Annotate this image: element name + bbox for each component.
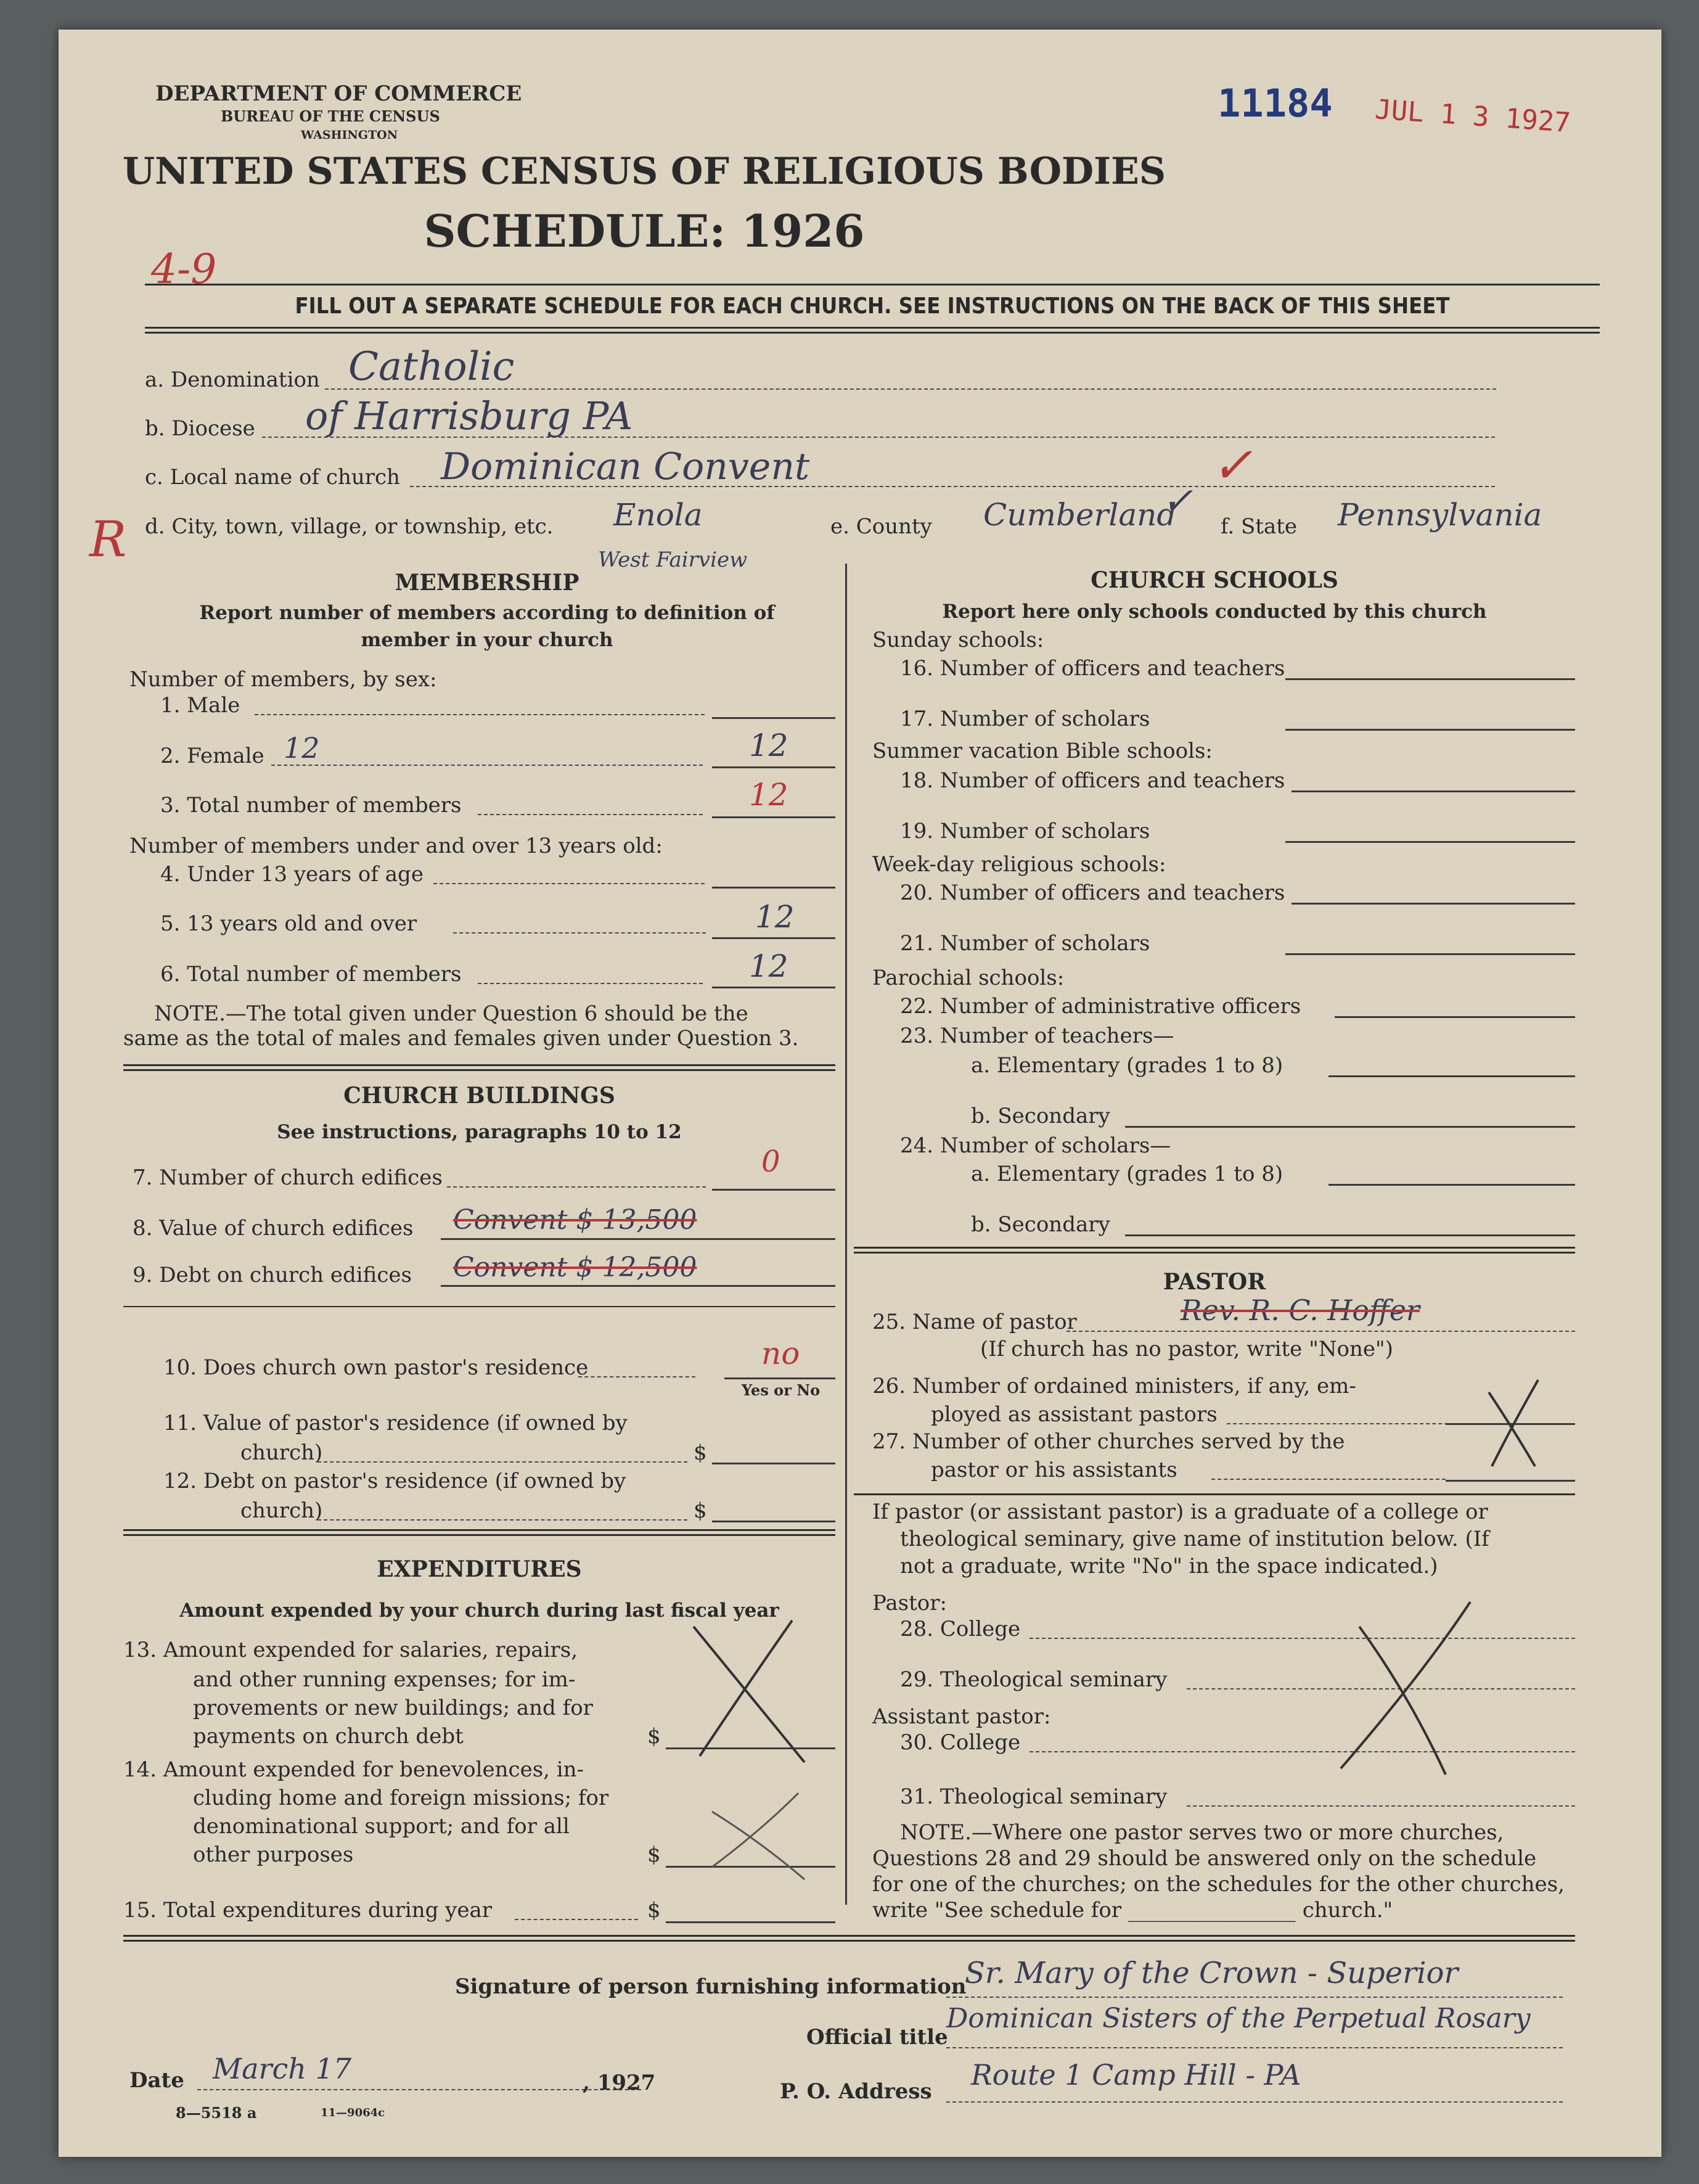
q26-line-2: ployed as assistant pastors [931, 1402, 1218, 1427]
county-value[interactable]: Cumberland [983, 497, 1177, 533]
q13-line-4: payments on church debt [193, 1724, 464, 1749]
official-title-value[interactable]: Dominican Sisters of the Perpetual Rosary [946, 2003, 1531, 2034]
q10-residence: 10. Does church own pastor's residence [163, 1355, 589, 1380]
q11-label-2: church) [240, 1440, 323, 1465]
grad-note-3: not a graduate, write "No" in the space indicated.) [900, 1554, 1438, 1578]
q2-female: 2. Female [160, 744, 264, 768]
q20: 20. Number of officers and teachers [900, 881, 1285, 905]
q27-blank[interactable] [1446, 1480, 1575, 1482]
bureau-name: BUREAU OF THE CENSUS [221, 107, 440, 125]
official-title-label: Official title [806, 2025, 948, 2050]
q30-college: 30. College [900, 1730, 1021, 1755]
q24b-blank[interactable] [1125, 1234, 1575, 1236]
parochial-label: Parochial schools: [872, 966, 1065, 990]
q12-blank[interactable] [712, 1521, 835, 1522]
pastor-title: PASTOR [1163, 1269, 1266, 1295]
file-mark: 4-9 [151, 245, 217, 293]
q21: 21. Number of scholars [900, 931, 1150, 956]
form-number: 8—5518 a [176, 2104, 257, 2122]
check-mark-local: ✓ [1211, 437, 1253, 494]
county-label: e. County [830, 514, 932, 539]
q14-line-4: other purposes [193, 1842, 354, 1867]
schools-title: CHURCH SCHOOLS [1091, 567, 1338, 593]
q12-dollar: $ [694, 1498, 707, 1523]
q7-edifices: 7. Number of church edifices [133, 1165, 443, 1190]
local-name-value[interactable]: Dominican Convent [441, 445, 810, 488]
q7-value[interactable]: 0 [761, 1144, 780, 1179]
sunday-label: Sunday schools: [872, 628, 1044, 652]
q5-dots [453, 932, 706, 934]
grad-note-2: theological seminary, give name of institution below. (If [900, 1527, 1489, 1551]
q10-blank[interactable] [724, 1377, 835, 1379]
q19-blank[interactable] [1285, 841, 1575, 843]
q15-blank[interactable] [666, 1921, 835, 1923]
pastor-rule [854, 1493, 1575, 1495]
q28-dots [1030, 1638, 1575, 1639]
q25-value[interactable]: Rev. R. C. Hoffer [1181, 1294, 1420, 1327]
q5-value[interactable]: 12 [755, 899, 795, 935]
schedule-year: SCHEDULE: 1926 [424, 205, 865, 257]
print-number: 11—9064c [321, 2106, 385, 2119]
q23a-blank[interactable] [1328, 1075, 1575, 1077]
city-value[interactable]: Enola [613, 497, 703, 533]
assistant-label: Assistant pastor: [872, 1704, 1051, 1729]
census-schedule-form [59, 30, 1661, 2157]
q13-dollar: $ [647, 1724, 661, 1749]
q1-dots [255, 714, 705, 715]
membership-title: MEMBERSHIP [395, 570, 579, 596]
q27-line-2: pastor or his assistants [931, 1458, 1177, 1482]
q1-blank[interactable] [712, 717, 835, 719]
q9-value[interactable]: Convent $ 12,500 [453, 1252, 697, 1283]
q3-total: 3. Total number of members [160, 793, 462, 818]
q28-college: 28. College [900, 1617, 1021, 1641]
q11-dots [317, 1461, 687, 1463]
q2-blank[interactable] [712, 766, 835, 768]
q31-dots [1187, 1805, 1575, 1807]
q27-line-1: 27. Number of other churches served by the [872, 1429, 1345, 1454]
pastor-note-3: for one of the churches; on the schedules for the other churches, [872, 1872, 1565, 1897]
q14-line-2: cluding home and foreign missions; for [193, 1786, 609, 1810]
q2-inline-value: 12 [284, 731, 320, 765]
date-line [197, 2089, 641, 2090]
schools-sub: Report here only schools conducted by this church [942, 601, 1487, 623]
check-mark-county: ✓ [1162, 480, 1193, 523]
denomination-value[interactable]: Catholic [348, 344, 515, 390]
q13-line-3: provements or new buildings; and for [193, 1696, 593, 1720]
grad-note-1: If pastor (or assistant pastor) is a graduate of a college or [872, 1500, 1488, 1524]
q2-value[interactable]: 12 [749, 728, 788, 763]
form-title: UNITED STATES CENSUS OF RELIGIOUS BODIES [122, 150, 1166, 193]
q24: 24. Number of scholars— [900, 1133, 1171, 1158]
expenditures-cross-out [675, 1608, 841, 1904]
q9-blank[interactable] [441, 1285, 835, 1287]
q23: 23. Number of teachers— [900, 1024, 1174, 1048]
q11-dollar: $ [694, 1440, 707, 1465]
by-sex-label: Number of members, by sex: [129, 667, 437, 692]
q6-value[interactable]: 12 [749, 948, 788, 984]
yes-no-hint: Yes or No [742, 1381, 821, 1399]
q2-dots [271, 765, 703, 766]
received-date-stamp: JUL 1 3 1927 [1374, 93, 1572, 139]
summer-label: Summer vacation Bible schools: [872, 739, 1213, 763]
signature-label: Signature of person furnishing information [455, 1974, 967, 1999]
q22-blank[interactable] [1335, 1016, 1575, 1018]
q30-dots [1030, 1751, 1575, 1752]
dept-name: DEPARTMENT OF COMMERCE [155, 81, 522, 106]
buildings-rule [123, 1529, 835, 1536]
official-title-line [946, 2047, 1563, 2048]
q25-name: 25. Name of pastor [872, 1310, 1077, 1334]
membership-rule [123, 1064, 835, 1071]
q6-dots [478, 983, 703, 984]
denomination-label: a. Denomination [145, 367, 320, 392]
q19: 19. Number of scholars [900, 819, 1150, 844]
pastor-cross-out [1476, 1374, 1550, 1479]
q15-total: 15. Total expenditures during year [123, 1898, 493, 1923]
date-label: Date [129, 2068, 184, 2093]
q8-value[interactable]: Convent $ 13,500 [453, 1204, 697, 1236]
expenditures-title: EXPENDITURES [377, 1556, 582, 1582]
q5-blank[interactable] [712, 937, 835, 939]
footer-rule [123, 1935, 1575, 1942]
buildings-sub: See instructions, paragraphs 10 to 12 [277, 1121, 682, 1143]
expenditures-sub: Amount expended by your church during last fiscal year [179, 1599, 779, 1622]
q7-blank[interactable] [712, 1189, 835, 1191]
q23b: b. Secondary [971, 1104, 1110, 1128]
buildings-title: CHURCH BUILDINGS [343, 1083, 615, 1109]
q24a: a. Elementary (grades 1 to 8) [971, 1162, 1283, 1186]
q15-dots [515, 1919, 638, 1920]
q3-value[interactable]: 12 [749, 777, 788, 813]
q26-line-1: 26. Number of ordained ministers, if any, em- [872, 1374, 1356, 1398]
q1-male: 1. Male [160, 693, 240, 718]
signature-line [946, 1997, 1563, 1998]
date-year: , 1927 [583, 2071, 656, 2095]
q14-line-3: denominational support; and for all [193, 1814, 570, 1839]
q16: 16. Number of officers and teachers [900, 656, 1285, 681]
q6-total: 6. Total number of members [160, 962, 462, 987]
q18: 18. Number of officers and teachers [900, 768, 1285, 793]
q24a-blank[interactable] [1328, 1184, 1575, 1186]
header-rule [145, 284, 1600, 285]
q3-blank[interactable] [712, 816, 835, 818]
city-note: West Fairview [598, 548, 748, 572]
q25-dots [1066, 1331, 1575, 1332]
pastor-note-4: write "See schedule for ________________ church." [872, 1898, 1393, 1923]
state-label: f. State [1221, 514, 1297, 539]
q31-seminary: 31. Theological seminary [900, 1784, 1168, 1809]
q10-value[interactable]: no [761, 1336, 800, 1371]
q24b: b. Secondary [971, 1212, 1110, 1237]
q12-dots [317, 1519, 687, 1521]
q22: 22. Number of administrative officers [900, 994, 1301, 1019]
q18-blank[interactable] [1292, 790, 1575, 792]
q17: 17. Number of scholars [900, 707, 1150, 731]
q11-blank[interactable] [712, 1463, 835, 1464]
pastor-label: Pastor: [872, 1591, 947, 1615]
membership-intro-1: Report number of members according to definition of [199, 602, 775, 624]
r-mark: R [89, 511, 127, 568]
membership-note-2: same as the total of males and females given under Question 3. [123, 1026, 799, 1051]
q6-blank[interactable] [712, 987, 835, 988]
date-value[interactable]: March 17 [213, 2052, 352, 2085]
q23a: a. Elementary (grades 1 to 8) [971, 1053, 1283, 1078]
q23b-blank[interactable] [1125, 1126, 1575, 1128]
diocese-value[interactable]: of Harrisburg PA [305, 393, 633, 438]
q12-label-1: 12. Debt on pastor's residence (if owned by [163, 1469, 626, 1493]
q16-blank[interactable] [1285, 678, 1575, 680]
q15-dollar: $ [647, 1898, 661, 1923]
schools-rule [854, 1247, 1575, 1254]
instruction-banner: FILL OUT A SEPARATE SCHEDULE FOR EACH CHURCH. SEE INSTRUCTIONS ON THE BACK OF THIS SHEET [295, 294, 1450, 319]
header-double-rule [145, 327, 1600, 334]
q3-dots [478, 814, 703, 815]
local-name-label: c. Local name of church [145, 465, 400, 490]
q13-line-2: and other running expenses; for im- [193, 1667, 576, 1692]
pastor-note-1: NOTE.—Where one pastor serves two or more churches, [900, 1820, 1504, 1845]
membership-note-1: NOTE.—The total given under Question 6 should be the [154, 1001, 748, 1026]
q9-debt-edifices: 9. Debt on church edifices [133, 1263, 412, 1287]
q8-value-edifices: 8. Value of church edifices [133, 1216, 414, 1241]
q27-dots [1211, 1479, 1446, 1480]
column-divider [845, 564, 847, 1905]
serial-number: 11184 [1218, 81, 1333, 126]
bureau-city: WASHINGTON [301, 128, 398, 142]
age-heading: Number of members under and over 13 years old: [129, 834, 663, 858]
q21-blank[interactable] [1285, 953, 1575, 955]
po-address-line [946, 2101, 1563, 2103]
q29-seminary: 29. Theological seminary [900, 1667, 1168, 1692]
buildings-thin-rule [123, 1306, 835, 1307]
weekday-label: Week-day religious schools: [872, 852, 1166, 877]
graduate-cross-out [1322, 1590, 1483, 1793]
po-address-label: P. O. Address [780, 2079, 932, 2104]
q11-label-1: 11. Value of pastor's residence (if owned by [163, 1411, 628, 1435]
q25-note: (If church has no pastor, write "None") [980, 1337, 1393, 1361]
q10-dots [578, 1376, 695, 1377]
po-address-value[interactable]: Route 1 Camp Hill - PA [971, 2058, 1301, 2092]
signature-value[interactable]: Sr. Mary of the Crown - Superior [965, 1956, 1459, 1990]
q4-blank[interactable] [712, 887, 835, 889]
membership-intro-2: member in your church [361, 629, 613, 651]
q20-blank[interactable] [1292, 903, 1575, 905]
q13-line-1: 13. Amount expended for salaries, repairs, [123, 1638, 578, 1662]
diocese-label: b. Diocese [145, 416, 255, 441]
q7-dots [447, 1186, 706, 1188]
city-label: d. City, town, village, or township, etc. [145, 514, 554, 539]
q14-dollar: $ [647, 1842, 661, 1867]
pastor-note-2: Questions 28 and 29 should be answered only on the schedule [872, 1846, 1537, 1871]
q12-label-2: church) [240, 1498, 323, 1523]
q14-line-1: 14. Amount expended for benevolences, in- [123, 1757, 584, 1782]
state-value[interactable]: Pennsylvania [1338, 497, 1542, 533]
q8-blank[interactable] [441, 1238, 835, 1240]
q4-under-13: 4. Under 13 years of age [160, 862, 424, 887]
q17-blank[interactable] [1285, 729, 1575, 731]
q4-dots [433, 883, 705, 884]
q5-13-and-over: 5. 13 years old and over [160, 911, 417, 936]
